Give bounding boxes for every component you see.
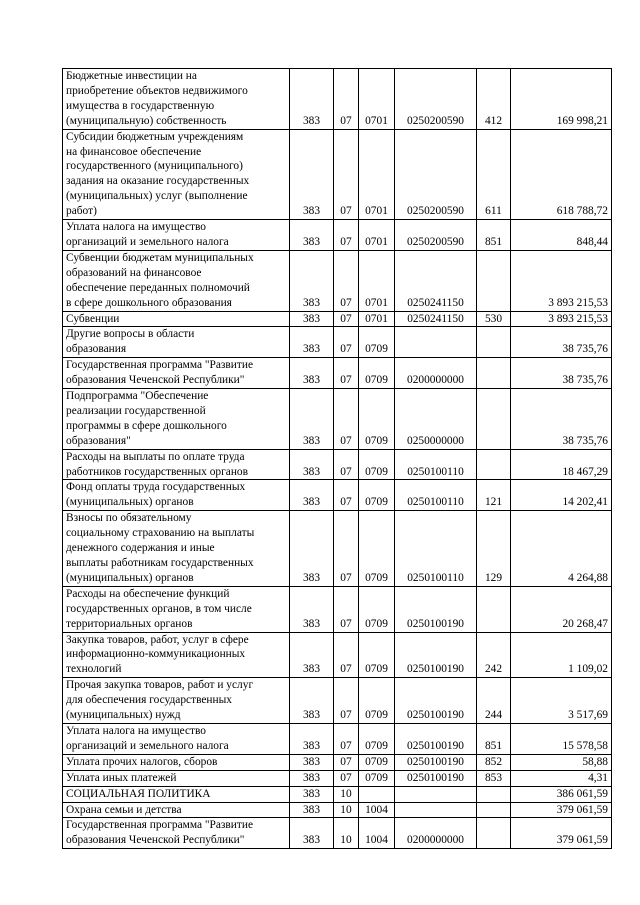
cell-ved: 383 xyxy=(290,480,334,511)
table-row xyxy=(63,358,612,389)
cell-amount: 58,88 xyxy=(511,754,612,770)
cell-name-line: Охрана семьи и детства xyxy=(66,803,182,816)
cell-amount: 386 061,59 xyxy=(511,786,612,802)
cell-name-line: Прочая закупка товаров, работ и услуг xyxy=(66,679,254,692)
cell-amount: 38 735,76 xyxy=(511,327,612,358)
cell-section: 10 xyxy=(334,786,359,802)
cell-expense-type: 129 xyxy=(477,511,511,587)
cell-subsection: 0709 xyxy=(359,327,395,358)
cell-name xyxy=(63,754,290,770)
cell-name xyxy=(63,818,290,849)
table-row xyxy=(63,129,612,219)
cell-ved: 383 xyxy=(290,311,334,327)
cell-name-line: Уплата иных платежей xyxy=(66,771,177,784)
cell-name xyxy=(63,586,290,632)
cell-name xyxy=(63,511,290,587)
cell-target-article: 0250100190 xyxy=(395,723,477,754)
cell-name xyxy=(63,250,290,311)
budget-table-body xyxy=(63,69,612,849)
cell-section: 07 xyxy=(334,358,359,389)
cell-target-article: 0250100190 xyxy=(395,770,477,786)
cell-subsection: 1004 xyxy=(359,818,395,849)
cell-expense-type xyxy=(477,786,511,802)
cell-section: 07 xyxy=(334,220,359,251)
cell-name-line: задания на оказание государственных xyxy=(66,175,250,188)
table-row xyxy=(63,754,612,770)
cell-name-line: образований на финансовое xyxy=(66,266,202,279)
cell-target-article: 0200000000 xyxy=(395,358,477,389)
cell-subsection: 0709 xyxy=(359,632,395,678)
table-row xyxy=(63,389,612,450)
table-row xyxy=(63,770,612,786)
cell-name-line: Субсидии бюджетным учреждениям xyxy=(66,130,244,143)
cell-amount: 18 467,29 xyxy=(511,449,612,480)
cell-subsection: 0709 xyxy=(359,586,395,632)
cell-name-line: Субвенции бюджетам муниципальных xyxy=(66,251,254,264)
cell-section: 07 xyxy=(334,327,359,358)
cell-subsection: 0701 xyxy=(359,69,395,130)
cell-name-line: образования Чеченской Республики" xyxy=(66,834,245,847)
cell-ved: 383 xyxy=(290,818,334,849)
cell-section: 07 xyxy=(334,770,359,786)
cell-section: 07 xyxy=(334,480,359,511)
table-row xyxy=(63,586,612,632)
cell-section: 10 xyxy=(334,802,359,818)
cell-name-line: Бюджетные инвестиции на xyxy=(66,70,197,82)
cell-name-line: Расходы на выплаты по оплате труда xyxy=(66,450,245,463)
cell-name xyxy=(63,802,290,818)
cell-name-line: (муниципальных) органов xyxy=(66,571,194,584)
table-row xyxy=(63,723,612,754)
cell-name-line: (муниципальных) нужд xyxy=(66,709,181,722)
cell-target-article: 0250241150 xyxy=(395,311,477,327)
cell-ved: 383 xyxy=(290,129,334,219)
table-row xyxy=(63,632,612,678)
cell-amount: 15 578,58 xyxy=(511,723,612,754)
cell-target-article: 0250200590 xyxy=(395,69,477,130)
cell-target-article: 0250100110 xyxy=(395,511,477,587)
table-row xyxy=(63,250,612,311)
cell-ved: 383 xyxy=(290,770,334,786)
cell-name-line: Государственная программа "Развитие xyxy=(66,819,254,832)
cell-name-line: образования" xyxy=(66,434,131,447)
cell-expense-type: 852 xyxy=(477,754,511,770)
cell-name-line: денежного содержания и иные xyxy=(66,542,215,555)
cell-target-article: 0250000000 xyxy=(395,389,477,450)
cell-expense-type xyxy=(477,250,511,311)
cell-ved: 383 xyxy=(290,802,334,818)
cell-section: 07 xyxy=(334,311,359,327)
cell-amount: 20 268,47 xyxy=(511,586,612,632)
cell-name-line: работ) xyxy=(66,205,97,218)
cell-subsection: 0709 xyxy=(359,480,395,511)
cell-name-line: Уплата налога на имущество xyxy=(66,724,206,737)
cell-name-line: Закупка товаров, работ, услуг в сфере xyxy=(66,633,249,646)
cell-name-line: (муниципальную) собственность xyxy=(66,114,227,127)
cell-amount: 379 061,59 xyxy=(511,818,612,849)
cell-section: 07 xyxy=(334,678,359,724)
cell-target-article: 0250100110 xyxy=(395,480,477,511)
cell-section: 07 xyxy=(334,449,359,480)
cell-expense-type xyxy=(477,802,511,818)
cell-name xyxy=(63,69,290,130)
cell-ved: 383 xyxy=(290,586,334,632)
cell-amount: 3 893 215,53 xyxy=(511,250,612,311)
cell-section: 10 xyxy=(334,818,359,849)
cell-target-article: 0250241150 xyxy=(395,250,477,311)
cell-name-line: организаций и земельного налога xyxy=(66,235,229,248)
cell-name-line: имущества в государственную xyxy=(66,99,215,112)
cell-subsection: 0709 xyxy=(359,358,395,389)
cell-subsection: 0709 xyxy=(359,511,395,587)
cell-expense-type: 853 xyxy=(477,770,511,786)
cell-amount: 4,31 xyxy=(511,770,612,786)
table-row xyxy=(63,220,612,251)
cell-name-line: приобретение объектов недвижимого xyxy=(66,84,248,97)
cell-ved: 383 xyxy=(290,69,334,130)
cell-name-line: Субвенции xyxy=(66,312,120,325)
cell-name-line: Расходы на обеспечение функций xyxy=(66,587,230,600)
cell-name-line: работников государственных органов xyxy=(66,465,249,478)
table-row xyxy=(63,678,612,724)
cell-amount: 38 735,76 xyxy=(511,358,612,389)
cell-target-article: 0250100190 xyxy=(395,632,477,678)
cell-section: 07 xyxy=(334,586,359,632)
cell-name-line: выплаты работникам государственных xyxy=(66,557,254,569)
cell-name-line: организаций и земельного налога xyxy=(66,739,229,752)
cell-ved: 383 xyxy=(290,511,334,587)
cell-target-article xyxy=(395,786,477,802)
cell-name-line: образования Чеченской Республики" xyxy=(66,374,245,387)
cell-ved: 383 xyxy=(290,723,334,754)
cell-subsection: 0701 xyxy=(359,311,395,327)
cell-target-article: 0250100110 xyxy=(395,449,477,480)
cell-name-line: реализации государственной xyxy=(66,404,206,417)
cell-section: 07 xyxy=(334,632,359,678)
cell-section: 07 xyxy=(334,754,359,770)
cell-amount: 618 788,72 xyxy=(511,129,612,219)
cell-name-line: технологий xyxy=(66,663,122,676)
cell-name xyxy=(63,358,290,389)
cell-expense-type: 121 xyxy=(477,480,511,511)
table-row xyxy=(63,802,612,818)
cell-amount: 3 893 215,53 xyxy=(511,311,612,327)
cell-name-line: информационно-коммуникационных xyxy=(66,648,246,661)
cell-name xyxy=(63,786,290,802)
cell-ved: 383 xyxy=(290,389,334,450)
cell-amount: 14 202,41 xyxy=(511,480,612,511)
cell-ved: 383 xyxy=(290,449,334,480)
cell-name-line: Взносы по обязательному xyxy=(66,512,192,525)
cell-expense-type: 242 xyxy=(477,632,511,678)
cell-ved: 383 xyxy=(290,786,334,802)
cell-target-article: 0250100190 xyxy=(395,678,477,724)
cell-expense-type: 611 xyxy=(477,129,511,219)
cell-subsection: 0709 xyxy=(359,678,395,724)
cell-name xyxy=(63,220,290,251)
cell-section: 07 xyxy=(334,511,359,587)
cell-amount: 169 998,21 xyxy=(511,69,612,130)
cell-ved: 383 xyxy=(290,358,334,389)
cell-subsection: 0709 xyxy=(359,754,395,770)
cell-name xyxy=(63,632,290,678)
table-row xyxy=(63,818,612,849)
cell-name-line: образования xyxy=(66,343,127,356)
cell-subsection: 1004 xyxy=(359,802,395,818)
cell-amount: 1 109,02 xyxy=(511,632,612,678)
cell-ved: 383 xyxy=(290,632,334,678)
cell-subsection: 0709 xyxy=(359,389,395,450)
table-row xyxy=(63,69,612,130)
cell-name-line: Уплата прочих налогов, сборов xyxy=(66,755,218,768)
cell-name-line: Другие вопросы в области xyxy=(66,328,195,341)
cell-name-line: программы в сфере дошкольного xyxy=(66,419,227,432)
table-row xyxy=(63,480,612,511)
cell-ved: 383 xyxy=(290,220,334,251)
cell-amount: 38 735,76 xyxy=(511,389,612,450)
cell-name-line: в сфере дошкольного образования xyxy=(66,296,232,309)
cell-ved: 383 xyxy=(290,327,334,358)
cell-amount: 4 264,88 xyxy=(511,511,612,587)
cell-subsection: 0701 xyxy=(359,129,395,219)
cell-name-line: территориальных органов xyxy=(66,617,193,630)
cell-subsection: 0709 xyxy=(359,770,395,786)
cell-amount: 848,44 xyxy=(511,220,612,251)
cell-name xyxy=(63,327,290,358)
cell-expense-type: 530 xyxy=(477,311,511,327)
cell-amount: 3 517,69 xyxy=(511,678,612,724)
cell-name-line: социальному страхованию на выплаты xyxy=(66,527,255,540)
cell-target-article: 0250200590 xyxy=(395,129,477,219)
cell-section: 07 xyxy=(334,69,359,130)
cell-ved: 383 xyxy=(290,250,334,311)
cell-subsection: 0709 xyxy=(359,449,395,480)
cell-target-article: 0250100190 xyxy=(395,586,477,632)
cell-expense-type xyxy=(477,449,511,480)
cell-expense-type xyxy=(477,818,511,849)
table-row xyxy=(63,786,612,802)
cell-name-line: для обеспечения государственных xyxy=(66,694,232,707)
cell-name-line: (муниципальных) органов xyxy=(66,496,194,509)
cell-target-article: 0250100190 xyxy=(395,754,477,770)
budget-table xyxy=(62,68,612,849)
cell-section: 07 xyxy=(334,389,359,450)
cell-name-line: Фонд оплаты труда государственных xyxy=(66,481,246,494)
cell-ved: 383 xyxy=(290,754,334,770)
table-row xyxy=(63,327,612,358)
cell-expense-type: 851 xyxy=(477,220,511,251)
table-row xyxy=(63,449,612,480)
cell-name xyxy=(63,480,290,511)
cell-name-line: обеспечение переданных полномочий xyxy=(66,281,250,294)
cell-expense-type: 412 xyxy=(477,69,511,130)
cell-expense-type xyxy=(477,586,511,632)
cell-expense-type xyxy=(477,327,511,358)
cell-expense-type xyxy=(477,358,511,389)
cell-target-article xyxy=(395,802,477,818)
cell-subsection xyxy=(359,786,395,802)
cell-name-line: государственных органов, в том числе xyxy=(66,602,252,615)
cell-section: 07 xyxy=(334,129,359,219)
cell-name-line: Подпрограмма "Обеспечение xyxy=(66,390,209,403)
cell-section: 07 xyxy=(334,723,359,754)
table-row xyxy=(63,311,612,327)
cell-name-line: Уплата налога на имущество xyxy=(66,221,206,234)
table-row xyxy=(63,511,612,587)
cell-name-line: государственного (муниципального) xyxy=(66,160,243,173)
cell-name-line: (муниципальных) услуг (выполнение xyxy=(66,190,248,203)
cell-target-article xyxy=(395,327,477,358)
cell-name-line: на финансовое обеспечение xyxy=(66,145,202,158)
cell-name-line: СОЦИАЛЬНАЯ ПОЛИТИКА xyxy=(66,787,211,800)
cell-subsection: 0701 xyxy=(359,250,395,311)
cell-name xyxy=(63,723,290,754)
cell-section: 07 xyxy=(334,250,359,311)
cell-ved: 383 xyxy=(290,678,334,724)
cell-target-article: 0250200590 xyxy=(395,220,477,251)
cell-name xyxy=(63,389,290,450)
cell-subsection: 0709 xyxy=(359,723,395,754)
cell-expense-type: 851 xyxy=(477,723,511,754)
cell-amount: 379 061,59 xyxy=(511,802,612,818)
cell-expense-type: 244 xyxy=(477,678,511,724)
cell-name xyxy=(63,770,290,786)
cell-name xyxy=(63,129,290,219)
cell-name-line: Государственная программа "Развитие xyxy=(66,359,254,372)
cell-name xyxy=(63,311,290,327)
cell-expense-type xyxy=(477,389,511,450)
cell-target-article: 0200000000 xyxy=(395,818,477,849)
cell-name xyxy=(63,678,290,724)
cell-name xyxy=(63,449,290,480)
cell-subsection: 0701 xyxy=(359,220,395,251)
